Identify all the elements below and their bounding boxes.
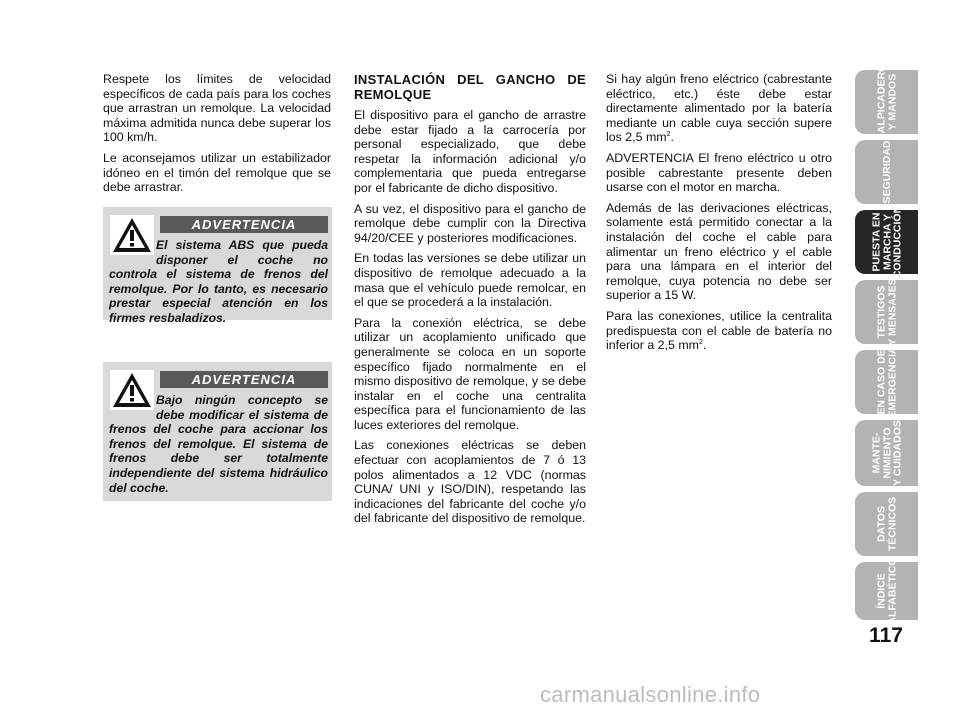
electrical-column bbox=[606, 72, 832, 359]
watermark: carmanualsonline.info bbox=[540, 682, 761, 707]
warning-title: ADVERTENCIA bbox=[160, 371, 328, 388]
warning-title: ADVERTENCIA bbox=[160, 216, 328, 233]
warning-text: Bajo ningún concepto se debe modificar el sistema de frenos del coche para accionar los frenos del remolque. El sistema de frenos debe ser totalmente independiente del sistema hidráulico del coche. bbox=[109, 393, 328, 495]
tab-indice[interactable]: ÍNDICE ALFABÉTICO bbox=[855, 562, 918, 620]
paragraph: Para la conexión eléctrica, se debe utilizar un acoplamiento unificado que generalmente se coloca en un soporte específico fijado normalmente en el mismo dispositivo de remolque, y se debe instalar en el coche una centralita específica para el funcionamiento de las luces exteriores del remolque. bbox=[354, 315, 586, 432]
tab-salpicadero[interactable]: SALPICADERO Y MANDOS bbox=[855, 70, 918, 134]
warning-box-brakes bbox=[103, 362, 332, 501]
paragraph: Además de las derivaciones eléctricas, solamente está permitido conectar a la instalación del coche el cable para alimentar un freno eléctrico y el cable para una lámpara en el interior del remolque, cuya potencia no debe ser superior a 15 W. bbox=[606, 200, 832, 303]
paragraph: El dispositivo para el gancho de arrastre debe estar fijado a la carrocería por personal especializado, que debe respetar la información adicional y/o complementaria que pueda entregarse por el fabricante de dicho dispositivo. bbox=[354, 108, 586, 195]
speed-limit-paragraph: Respete los límites de velocidad específicos de cada país para los coches que arrastran un remolque. La velocidad máxima admitida nunca debe superar los 100 km/h. bbox=[103, 72, 331, 145]
installation-column bbox=[354, 72, 586, 532]
tab-mantenimiento[interactable]: MANTE- NIMIENTO Y CUIDADOS bbox=[855, 420, 918, 486]
tab-emergencia[interactable]: EN CASO DE EMERGENCIA bbox=[855, 350, 918, 414]
tab-puesta-en-marcha[interactable]: PUESTA EN MARCHA Y CONDUCCIÓN bbox=[855, 210, 918, 274]
paragraph: En todas las versiones se debe utilizar un dispositivo de remolque adecuado a la masa que el vehículo puede remolcar, en el que se procederá a la instalación. bbox=[354, 251, 586, 310]
paragraph: Para las conexiones, utilice la centralita predispuesta con el cable de batería no inferior a 2,5 $mm^2$. bbox=[606, 308, 832, 353]
tab-datos-tecnicos[interactable]: DATOS TÉCNICOS bbox=[855, 492, 918, 556]
section-heading: INSTALACIÓN DEL GANCHO DE REMOLQUE bbox=[354, 72, 586, 102]
intro-column bbox=[103, 72, 331, 201]
tab-seguridad[interactable]: SEGURIDAD bbox=[855, 140, 918, 204]
page-number: 117 bbox=[869, 624, 903, 647]
tab-testigos[interactable]: TESTIGOS Y MENSAJES bbox=[855, 280, 918, 344]
paragraph: Si hay algún freno eléctrico (cabrestante eléctrico, etc.) éste debe estar directamente alimentado por la batería mediante un cable cuya sección supere los 2,5 $mm^2$. bbox=[606, 72, 832, 145]
paragraph: A su vez, el dispositivo para el gancho de remolque debe cumplir con la Directiva 94/20/CEE y posteriores modificaciones. bbox=[354, 201, 586, 245]
paragraph: Las conexiones eléctricas se deben efectuar con acoplamientos de 7 ó 13 polos alimentados a 12 VDC (normas CUNA/ UNI y ISO/DIN), respetando las indicaciones del fabricante del coche y/o del fabricante del dispositivo de remolque. bbox=[354, 438, 586, 526]
warning-text: El sistema ABS que pueda disponer el coche no controla el sistema de frenos del remolque. Por lo tanto, es necesario prestar especial atención en los firmes resbaladizos. bbox=[109, 238, 328, 325]
stabilizer-paragraph: Le aconsejamos utilizar un estabilizador idóneo en el timón del remolque que se debe arrastrar. bbox=[103, 150, 331, 195]
paragraph: ADVERTENCIA El freno eléctrico u otro posible cabrestante presente deben usarse con el motor en marcha. bbox=[606, 150, 832, 195]
warning-box-abs bbox=[103, 207, 332, 325]
